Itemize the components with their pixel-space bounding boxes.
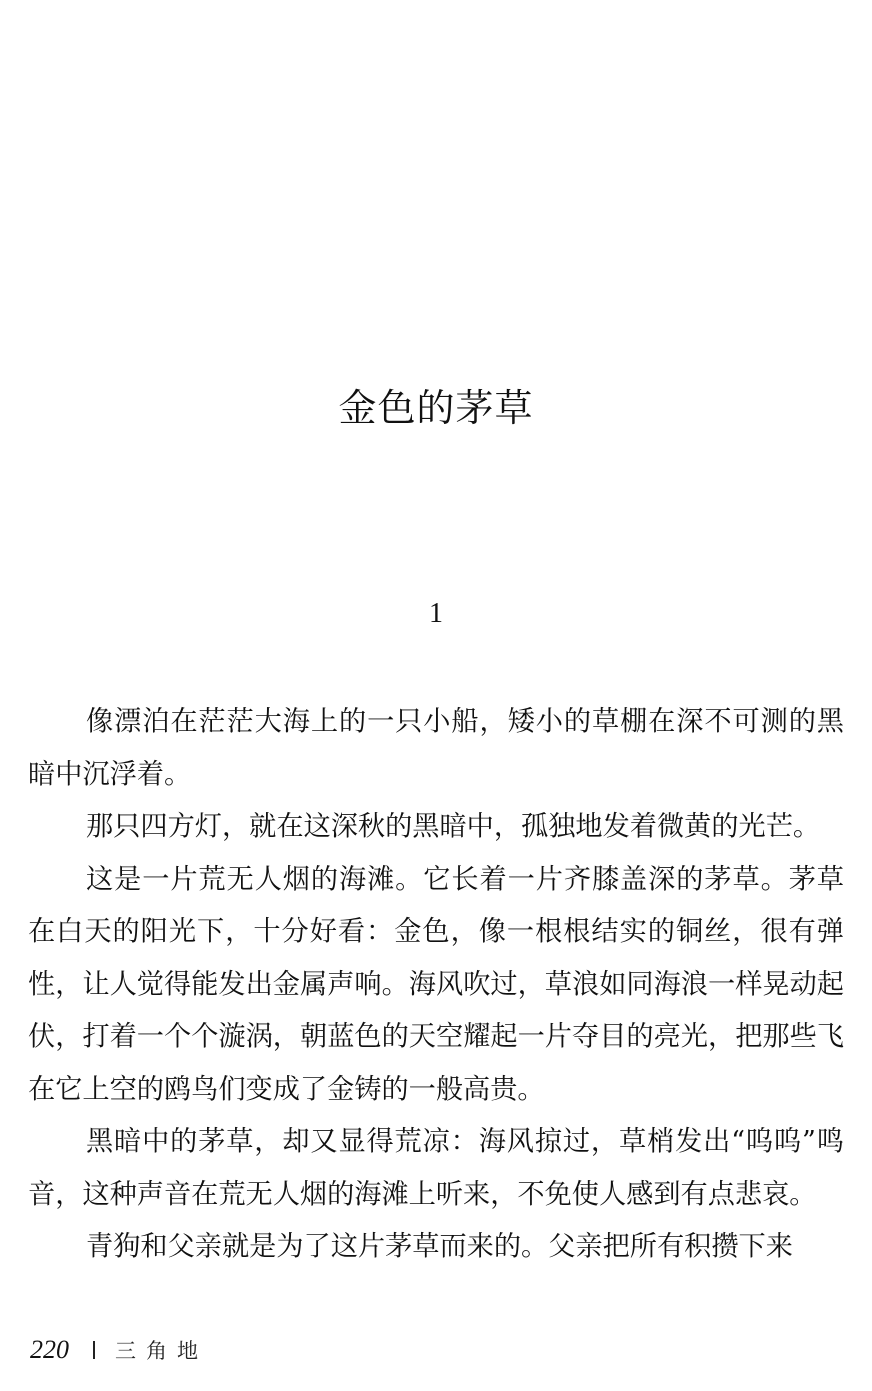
- book-title: 三角地: [115, 1339, 208, 1363]
- paragraph: 这是一片荒无人烟的海滩。它长着一片齐膝盖深的茅草。茅草在白天的阳光下，十分好看：金色，像一根根结实的铜丝，很有弹性，让人觉得能发出金属声响。海风吹过，草浪如同海浪一样晃动起伏，打着一个个漩涡，朝蓝色的天空耀起一片夺目的亮光，把那些飞在它上空的鸥鸟们变成了金铸的一般高贵。: [28, 863, 844, 1105]
- paragraph: 黑暗中的茅草，却又显得荒凉：海风掠过，草梢发出“呜呜”鸣音，这种声音在荒无人烟的海滩上听来，不免使人感到有点悲哀。: [28, 1126, 844, 1210]
- chapter-body: [28, 696, 844, 1274]
- paragraph: 像漂泊在茫茫大海上的一只小船，矮小的草棚在深不可测的黑暗中沉浮着。: [28, 706, 844, 790]
- footer-divider: [93, 1341, 95, 1359]
- page-footer: [30, 1330, 208, 1370]
- paragraph: 那只四方灯，就在这深秋的黑暗中，孤独地发着微黄的光芒。: [86, 811, 821, 842]
- paragraph: 青狗和父亲就是为了这片茅草而来的。父亲把所有积攒下来: [86, 1231, 793, 1262]
- section-number: 1: [429, 598, 443, 629]
- chapter-title: 金色的茅草: [338, 386, 534, 430]
- page-number: 220: [30, 1335, 69, 1364]
